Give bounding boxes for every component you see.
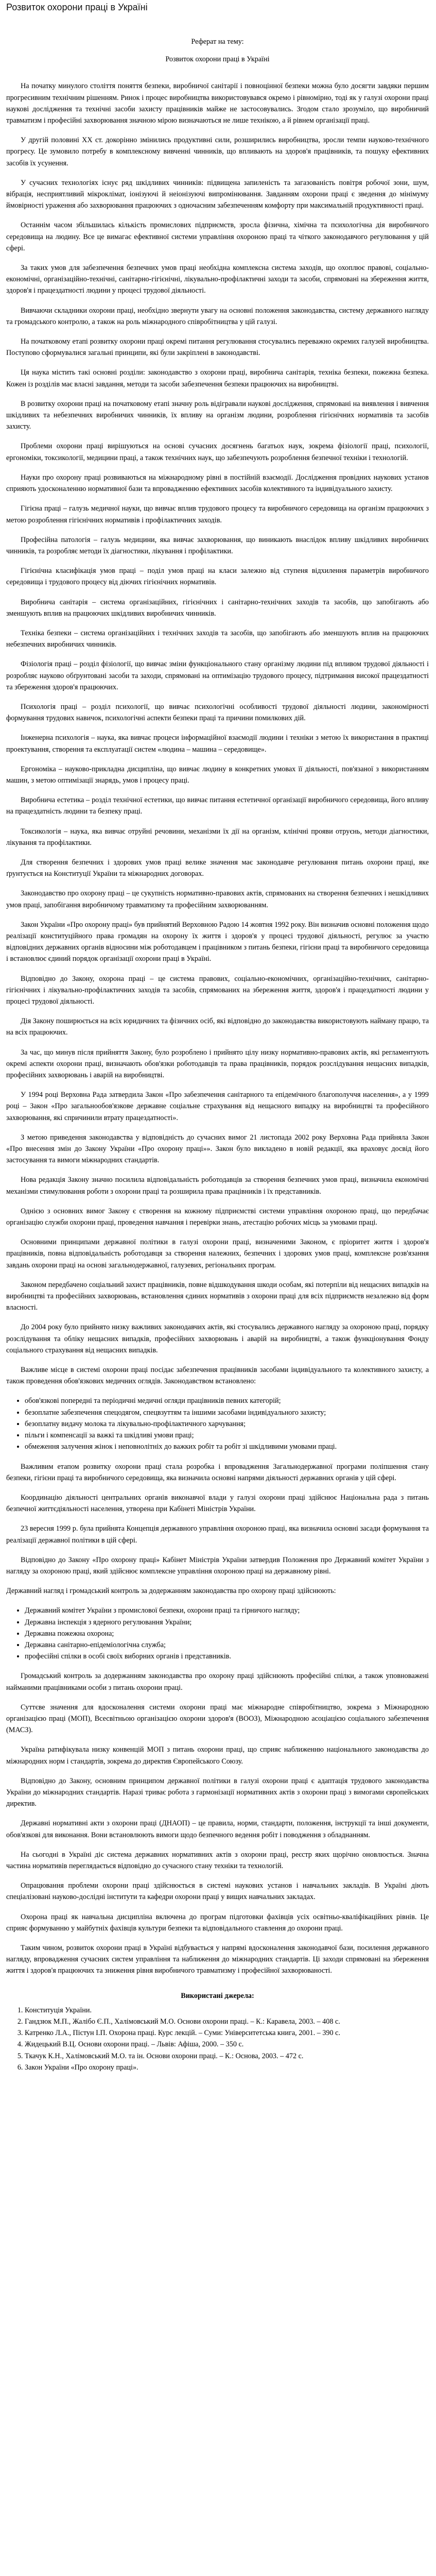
- paragraph: До 2004 року було прийнято низку важливих законодавчих актів, які стосувались державного нагляду за охороною праці, порядку розслідування та обліку нещасних випадків, професійних захворювань і аварій на виробництві, а також функціонування Фонду соціального страхування від нещасних випадків.: [6, 1323, 429, 1354]
- paragraph: Техніка безпеки – система організаційних і технічних заходів та засобів, що запобігають або зменшують вплив на працюючих небезпечних виробничих чинників.: [6, 629, 429, 649]
- management-section: [6, 1461, 429, 1663]
- paragraph: Професійна патологія – галузь медицини, яка вивчає захворювання, що виникають внаслідок впливу шкідливих виробничих чинників, та розробляє методи їх діагностики, лікування і профілактики.: [6, 535, 429, 555]
- paragraph: Таким чином, розвиток охорони праці в Україні відбувається у напрямі вдосконалення законодавчої бази, посилення державного нагляду, впровадження сучасних систем управління та наближення до міжнародних стандартів. Ці заходи спрямовані на збереження життя і здоров'я працюючих та зниження рівня виробничого травматизму і професійної захворюваності.: [6, 1944, 429, 1975]
- paragraph: Однією з основних вимог Закону є створення на кожному підприємстві системи управління охороною праці, що передбачає організацію служби охорони праці, проведення навчання і перевірки знань, атестацію робочих місць за умовами праці.: [6, 1207, 429, 1227]
- paragraph: Закон України «Про охорону праці» був прийнятий Верховною Радою 14 жовтня 1992 року. Він визначив основні положення щодо реалізації конституційного права громадян на охорону їх життя і здоров'я у процесі трудової діяльності, регулює за участю відповідних державних органів відносини між роботодавцем і працівником з питань безпеки, гігієни праці та виробничого середовища і встановлює єдиний порядок організації охорони праці в Україні.: [6, 920, 429, 963]
- list-intro: Важливе місце в системі охорони праці посідає забезпечення працівників засобами індивідуального та колективного захисту, а також проведення обов'язкових медичних оглядів. Законодавством встановлено:: [6, 1366, 429, 1386]
- list-item: • Державний комітет України з промислової безпеки, охорони праці та гірничого нагляду;: [25, 1605, 429, 1616]
- paragraph: На початку минулого століття поняття безпеки, виробничої санітарії і повноцінної безпеки можна було досягти завдяки першим прогресивним технічним рішенням. Ринок і процес виробництва використовувався окремо і рівномірно, тоді як у галузі охорони праці наукові дослідження та технічні засоби захисту працівників майже не застосовувались. Згодом стало зрозуміло, що виробничий травматизм і професійні захворювання значною мірою визначаються не лише технікою, а й рівнем організації праці.: [6, 82, 429, 125]
- paragraph: У сучасних технологіях існує ряд шкідливих чинників: підвищена запиленість та загазованість повітря робочої зони, шум, вібрація, несприятливий мікроклімат, іонізуючі й неіонізуючі випромінювання. Завданням охорони праці є зведення до мінімуму ймовірності ураження або захворювання працюючих з одночасним забезпеченням комфорту при максимальній продуктивності праці.: [6, 178, 429, 210]
- paragraph: Громадський контроль за додержанням законодавства про охорону праці здійснюють професійні спілки, а також уповноважені найманими працівниками особи з питань охорони праці.: [6, 1672, 429, 1692]
- paragraph: Державні нормативні акти з охорони праці (ДНАОП) – це правила, норми, стандарти, положення, інструкції та інші документи, обов'язкові для виконання. Вони встановлюють вимоги щодо безпечного ведення робіт і поводження з обладнанням.: [6, 1819, 429, 1839]
- paragraph: Психологія праці – розділ психології, що вивчає психологічні особливості трудової діяльності людини, закономірності формування трудових навичок, психологічні аспекти безпеки праці та причини помилкових дій.: [6, 702, 429, 723]
- paragraph: Україна ратифікувала низку конвенцій МОП з питань охорони праці, що сприяє наближенню національного законодавства до міжнародних норм і стандартів, зокрема до директив Європейського Союзу.: [6, 1745, 429, 1766]
- source-item: 2. Гандзюк М.П., Жалібо Є.П., Халімовський М.О. Основи охорони праці. – К.: Каравела, 2003. – 408 с.: [25, 2016, 429, 2027]
- paragraph: В розвитку охорони праці на початковому етапі значну роль відігравали наукові дослідження, спрямовані на виявлення і вивчення шкідливих та небезпечних виробничих чинників, їх впливу на організм людини, розроблення гігієнічних нормативів та засобів захисту.: [6, 399, 429, 431]
- paragraph: Науки про охорону праці розвиваються на міжнародному рівні в постійній взаємодії. Дослідження провідних наукових установ сприяють удосконаленню нормативної бази та впровадженню ефективних засобів колективного та індивідуального захисту.: [6, 473, 429, 494]
- list-item: • Державна інспекція з ядерного регулювання України;: [25, 1617, 429, 1628]
- paragraph: Останнім часом збільшилась кількість промислових підприємств, зросла фізична, хімічна та психологічна дія виробничого середовища на людину. Все це вимагає ефективної системи управління охороною праці та чіткого законодавчого регулювання у цій сфері.: [6, 221, 429, 252]
- paragraph: Виробнича санітарія – система організаційних, гігієнічних і санітарно-технічних заходів та засобів, що запобігають або зменшують вплив на працюючих шкідливих виробничих чинників.: [6, 598, 429, 618]
- paragraph: 23 вересня 1999 р. була прийнята Концепція державного управління охороною праці, яка визначила основні засади формування та реалізації державної політики в цій сфері.: [6, 1524, 429, 1545]
- paragraph: Відповідно до Закону, основним принципом державної політики в галузі охорони праці є адаптація трудового законодавства України до міжнародних стандартів. Наразі триває робота з гармонізації нормативних актів з охорони праці з вимогами європейських директив.: [6, 1776, 429, 1808]
- paragraph: Гігієнічна класифікація умов праці – поділ умов праці на класи залежно від ступеня відхилення параметрів виробничого середовища і трудового процесу від діючих гігієнічних нормативів.: [6, 567, 429, 587]
- list-intro: Державний нагляд і громадський контроль за додержанням законодавства про охорону праці здійснюють:: [6, 1587, 336, 1596]
- science-section: [6, 336, 429, 849]
- list-item: • професійні спілки в особі своїх виборних органів і представників.: [25, 1651, 429, 1662]
- paragraph: Вивчаючи складники охорони праці, необхідно звернути увагу на основні положення законодавства, систему державного нагляду та громадського контролю, а також на роль міжнародного співробітництва у цій галузі.: [6, 306, 429, 326]
- paragraph: Координацію діяльності центральних органів виконавчої влади у галузі охорони праці здійснює Національна рада з питань безпечної життєдіяльності населення, утворена при Кабінеті Міністрів України.: [6, 1493, 429, 1514]
- list-item: • пільги і компенсації за важкі та шкідливі умови праці;: [25, 1430, 429, 1441]
- list-item: • обов'язкові попередні та періодичні медичні огляди працівників певних категорій;: [25, 1395, 429, 1406]
- paragraph: Фізіологія праці – розділ фізіології, що вивчає зміни функціонального стану організму людини під впливом трудової діяльності і розробляє науково обґрунтовані засоби та заходи, спрямовані на оптимізацію трудового процесу, підтримання високої працездатності та збереження здоров'я працюючих.: [6, 660, 429, 691]
- paragraph: Проблеми охорони праці вирішуються на основі сучасних досягнень багатьох наук, зокрема фізіології праці, психології, ергономіки, токсикології, медицини праці, а також технічних наук, що забезпечують розроблення безпечної техніки і технологій.: [6, 442, 429, 462]
- sources-title: Використані джерела:: [181, 1991, 254, 2000]
- sources-list: [6, 2005, 429, 2073]
- paragraph: Для створення безпечних і здорових умов праці велике значення має законодавче регулювання питань охорони праці, яке ґрунтується на Конституції України та міжнародних договорах.: [6, 858, 429, 878]
- legislation-section: [6, 857, 429, 1228]
- source-item: 5. Ткачук К.Н., Халімовський М.О. та ін. Основи охорони праці. – К.: Основа, 2003. – 472 с.: [25, 2050, 429, 2062]
- paragraph: Основними принципами державної політики в галузі охорони праці, визначеними Законом, є пріоритет життя і здоров'я працівників, повна відповідальність роботодавця за створення належних, безпечних і здорових умов праці, комплексне розв'язання завдань охорони праці на основі загальнодержавної, галузевих, регіональних програм.: [6, 1238, 429, 1269]
- page-title: Розвиток охорони праці в Україні: [6, 2, 148, 12]
- paragraph: Нова редакція Закону значно посилила відповідальність роботодавців за створення безпечних умов праці, визначила економічні механізми стимулювання роботи з охорони праці та розширила права працівників і їх представників.: [6, 1176, 429, 1196]
- paragraph: Інженерна психологія – наука, яка вивчає процеси інформаційної взаємодії людини і техніки з метою їх використання в практиці проектування, створення та експлуатації систем «людина – машина – середовище».: [6, 734, 429, 754]
- paragraph: Охорона праці як навчальна дисципліна включена до програм підготовки фахівців усіх освітньо-кваліфікаційних рівнів. Це сприяє формуванню у майбутніх фахівців культури безпеки та відповідального ставлення до охорони праці.: [6, 1912, 429, 1933]
- list-item: • безоплатну видачу молока та лікувально-профілактичного харчування;: [25, 1418, 429, 1430]
- paragraph: Ця наука містить такі основні розділи: законодавство з охорони праці, виробнича санітарія, техніка безпеки, пожежна безпека. Кожен із розділів має власні завдання, методи та засоби забезпечення безпеки працюючих на виробництві.: [6, 368, 429, 388]
- paragraph: На сьогодні в Україні діє система державних нормативних актів з охорони праці, реєстр яких щорічно оновлюється. Значна частина нормативів переглядається відповідно до сучасного стану техніки та технологій.: [6, 1850, 429, 1870]
- source-item: 1. Конституція України.: [25, 2005, 429, 2016]
- paragraph: Ергономіка – науково-прикладна дисципліна, що вивчає людину в конкретних умовах її діяльності, пов'язаної з використанням машин, з метою оптимізації знарядь, умов і процесу праці.: [6, 765, 429, 785]
- paragraph: Опрацювання проблеми охорони праці здійснюється в системі наукових установ і навчальних закладів. В Україні діють спеціалізовані науково-дослідні інститути та кафедри охорони праці у вищих навчальних закладах.: [6, 1882, 429, 1902]
- paragraph: З метою приведення законодавства у відповідність до сучасних вимог 21 листопада 2002 року Верховна Рада прийняла Закон «Про внесення змін до Закону України «Про охорону праці»». Закон було викладено в новій редакції, яка враховує досвід його застосування та вимоги міжнародних стандартів.: [6, 1133, 429, 1165]
- list-item: • безоплатне забезпечення спецодягом, спецвзуттям та іншими засобами індивідуального захисту;: [25, 1407, 429, 1418]
- list-item: • Державна санітарно-епідеміологічна служба;: [25, 1639, 429, 1651]
- paragraph: На початковому етапі розвитку охорони праці окремі питання регулювання стосувались переважно окремих галузей виробництва. Поступово сформувалися загальні принципи, які були закріплені в законодавстві.: [6, 337, 429, 358]
- referat-label: Реферат на тему:: [191, 38, 244, 46]
- sources-section: [6, 1990, 429, 2073]
- paragraph: Відповідно до Закону, охорона праці – це система правових, соціально-економічних, організаційно-технічних, санітарно-гігієнічних і лікувально-профілактичних заходів та засобів, спрямованих на збереження життя, здоров'я і працездатності людини у процесі трудової діяльності.: [6, 974, 429, 1006]
- paragraph: Важливим етапом розвитку охорони праці стала розробка і впровадження Загальнодержавної програми поліпшення стану безпеки, гігієни праці та виробничого середовища, яка визначила основні напрями діяльності державних органів у цій сфері.: [6, 1462, 429, 1482]
- paragraph: У 1994 році Верховна Рада затвердила Закон «Про забезпечення санітарного та епідемічного благополуччя населення», а у 1999 році – Закон «Про загальнообов'язкове державне соціальне страхування від нещасного випадку на виробництві та професійного захворювання, які спричинили втрату працездатності».: [6, 1091, 429, 1122]
- source-item: 4. Жидецький В.Ц. Основи охорони праці. – Львів: Афіша, 2000. – 350 с.: [25, 2039, 429, 2050]
- paragraph: Токсикологія – наука, яка вивчає отруйні речовини, механізми їх дії на організм, клінічні прояви отруєнь, методи діагностики, лікування та профілактики.: [6, 827, 429, 847]
- paragraph: Законодавство про охорону праці – це сукупність нормативно-правових актів, спрямованих на створення безпечних і нешкідливих умов праці, запобігання виробничому травматизму та професійним захворюванням.: [6, 889, 429, 909]
- list-item: • Державна пожежна охорона;: [25, 1628, 429, 1639]
- bullet-list: [6, 1605, 429, 1662]
- paragraph: Суттєве значення для вдосконалення системи охорони праці має міжнародне співробітництво, зокрема з Міжнародною організацією праці (МОП), Всесвітньою організацією охорони здоров'я (ВООЗ), Міжнародною асоціацією соціального забезпечення (МАСЗ).: [6, 1703, 429, 1735]
- document-heading: Розвиток охорони праці в Україні: [165, 55, 270, 64]
- paragraph: Гігієна праці – галузь медичної науки, що вивчає вплив трудового процесу та виробничого середовища на організм працюючих з метою розроблення гігієнічних нормативів і профілактичних заходів.: [6, 504, 429, 524]
- principles-section: [6, 1236, 429, 1452]
- paragraph: Відповідно до Закону «Про охорону праці» Кабінет Міністрів України затвердив Положення про Державний комітет України з нагляду за охороною праці, який здійснює комплексне управління охороною праці на державному рівні.: [6, 1555, 429, 1575]
- intro-section: [6, 80, 429, 328]
- bullet-list: [6, 1395, 429, 1452]
- paragraph: За час, що минув після прийняття Закону, було розроблено і прийнято цілу низку нормативно-правових актів, які регламентують окремі аспекти охорони праці, визначають обов'язки роботодавців та права працівників, порядок розслідування нещасних випадків, професійних захворювань і аварій на виробництві.: [6, 1048, 429, 1080]
- paragraph: У другій половині XX ст. докорінно змінились продуктивні сили, розширились виробництва, зросли темпи науково-технічного прогресу. Це зумовило потребу в комплексному вивченні чинників, що впливають на здоров'я працівників, та пошуку ефективних засобів їх усунення.: [6, 136, 429, 167]
- source-item: 6. Закон України «Про охорону праці».: [25, 2062, 429, 2073]
- source-item: 3. Катренко Л.А., Пістун І.П. Охорона праці. Курс лекцій. – Суми: Університетська книга, 2001. – 390 с.: [25, 2027, 429, 2039]
- paragraph: За таких умов для забезпечення безпечних умов праці необхідна комплексна система заходів, що охоплює правові, соціально-економічні, організаційно-технічні, санітарно-гігієнічні, лікувально-профілактичні заходи та засоби, спрямовані на збереження життя, здоров'я і працездатності людини у процесі трудової діяльності.: [6, 264, 429, 295]
- paragraph: Виробнича естетика – розділ технічної естетики, що вивчає питання естетичної організації виробничого середовища, його впливу на працездатність людини та безпеку праці.: [6, 796, 429, 816]
- paragraph: Законом передбачено соціальний захист працівників, повне відшкодування шкоди особам, які потерпіли від нещасних випадків на виробництві та професійних захворювань, встановлення єдиних нормативів з охорони праці для всіх підприємств незалежно від форм власності.: [6, 1280, 429, 1312]
- list-item: • обмеження залучення жінок і неповнолітніх до важких робіт та робіт зі шкідливими умовами праці.: [25, 1441, 429, 1452]
- international-section: [6, 1670, 429, 1976]
- essay-body: [6, 36, 429, 2073]
- paragraph: Дія Закону поширюється на всіх юридичних та фізичних осіб, які відповідно до законодавства використовують найману працю, та на всіх працюючих.: [6, 1017, 429, 1037]
